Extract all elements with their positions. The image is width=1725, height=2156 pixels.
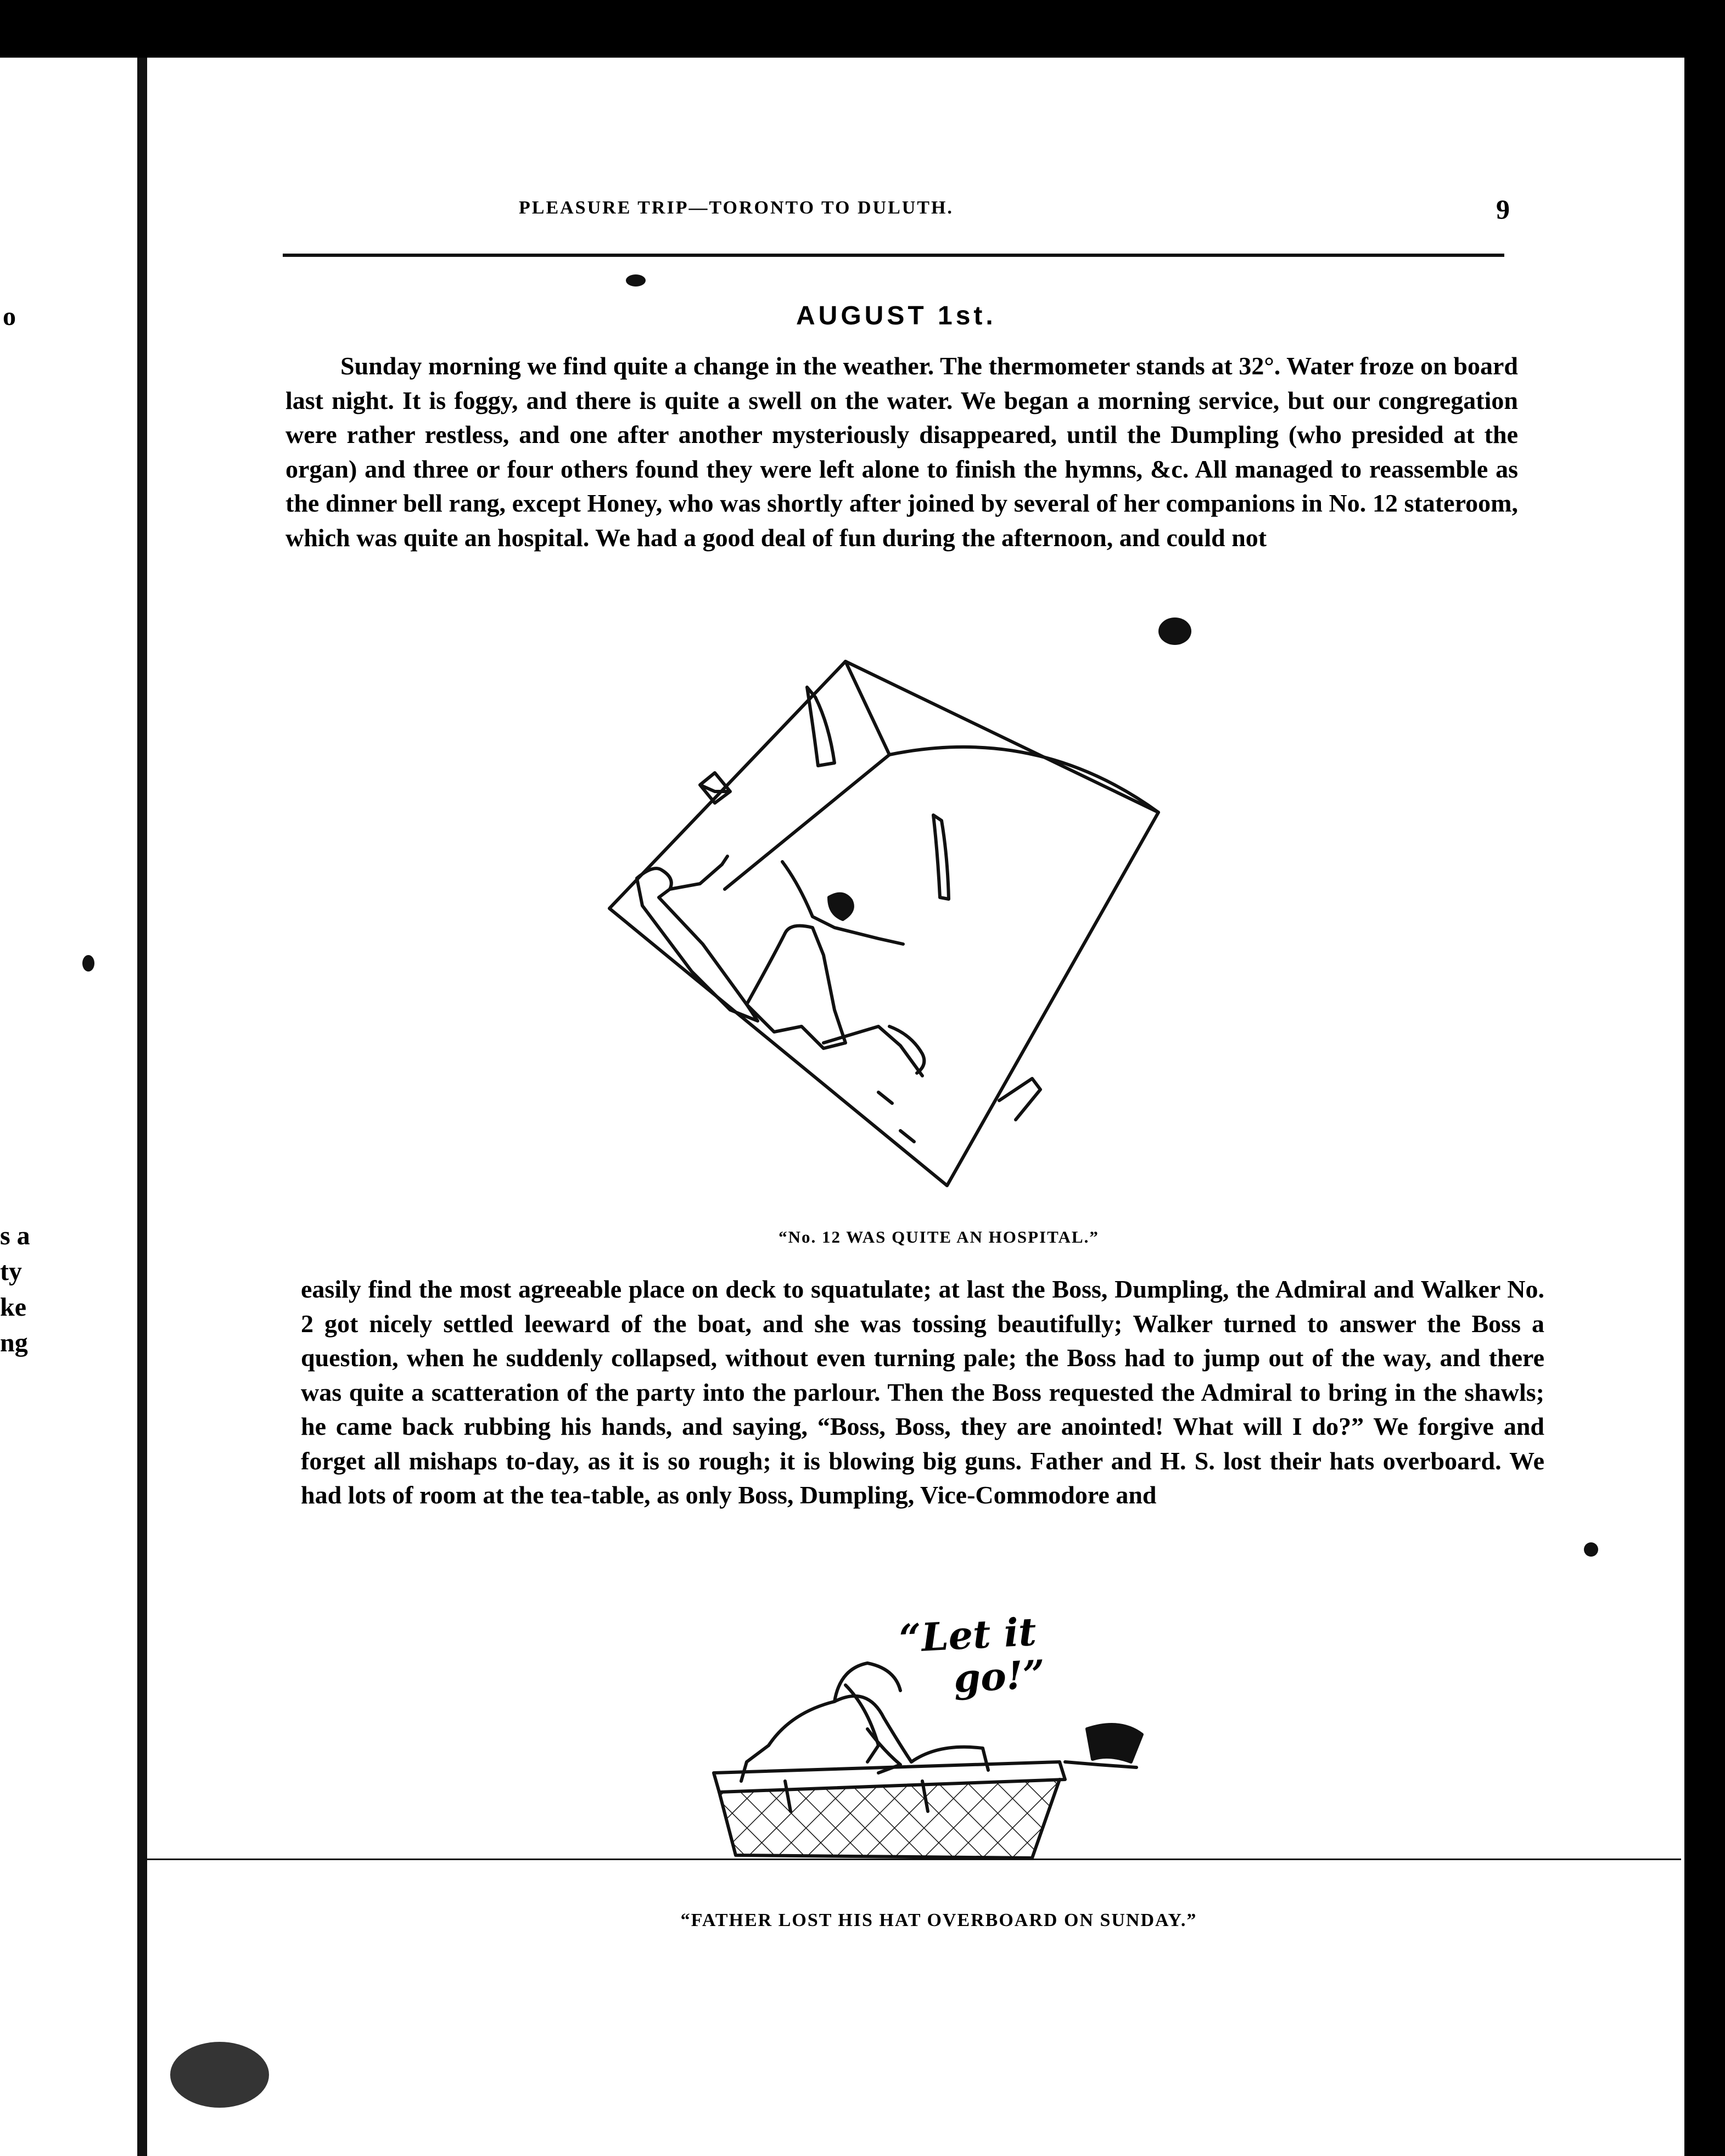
illustration-caption: “No. 12 WAS QUITE AN HOSPITAL.” bbox=[779, 1227, 1099, 1247]
prev-page-fragment: o bbox=[3, 302, 16, 331]
speech-line: “Let it bbox=[898, 1608, 1038, 1661]
prev-page-fragment: ke bbox=[0, 1293, 26, 1322]
speech-line: go!” bbox=[952, 1651, 1046, 1702]
ink-speck bbox=[626, 274, 646, 287]
illustration-caption: “FATHER LOST HIS HAT OVERBOARD ON SUNDAY.” bbox=[680, 1910, 1197, 1930]
running-header: PLEASURE TRIP—TORONTO TO DULUTH. bbox=[519, 198, 954, 218]
ink-speck bbox=[1584, 1542, 1598, 1557]
stateroom-illustration bbox=[593, 648, 1235, 1208]
ink-speck bbox=[170, 2042, 269, 2108]
ink-speck bbox=[1158, 617, 1191, 645]
prev-page-fragment: ng bbox=[0, 1328, 28, 1357]
speech-bubble bbox=[898, 1610, 1046, 1703]
date-heading: AUGUST 1st. bbox=[796, 301, 996, 330]
prev-page-fragment: ty bbox=[0, 1257, 22, 1286]
prev-page-fragment: s a bbox=[0, 1221, 30, 1250]
ink-speck bbox=[82, 955, 94, 972]
body-paragraph: Sunday morning we find quite a change in the weather. The thermometer stands at 32°. Water froze on board last night. It is foggy, and there is quite a swell on the water. We began a morning service, but our congregation were rather restless, and one after another mysteriously disappeared, until the Dumpling (who presided at the organ) and three or four others found they were left alone to finish the hymns, &c. All managed to reassemble as the dinner bell rang, except Honey, who was shortly after joined by several of her companions in No. 12 stateroom, which was quite an hospital. We had a good deal of fun during the afternoon, and could not bbox=[285, 352, 1518, 552]
scan-line bbox=[144, 1859, 1681, 1860]
previous-page-edge bbox=[0, 58, 141, 2156]
page-number: 9 bbox=[1496, 194, 1510, 224]
header-rule bbox=[283, 254, 1504, 257]
body-paragraph: easily find the most agreeable place on deck to squatulate; at last the Boss, Dumpling, the Admiral and Walker No. 2 got nicely settled leeward of the boat, and she was tossing beautifully; Walker turned to answer the Boss a question, when he suddenly collapsed, without even turning pale; the Boss had to jump out of the way, and there was quite a scatteration of the party into the parlour. Then the Boss requested the Admiral to bring in the shawls; he came back rubbing his hands, and saying, “Boss, Boss, they are anointed! What will I do?” We forgive and forget all mishaps to-day, as it is so rough; it is blowing big guns. Father and H. S. lost their hats overboard. We had lots of room at the tea-table, as only Boss, Dumpling, Vice-Commodore and bbox=[301, 1275, 1544, 1509]
